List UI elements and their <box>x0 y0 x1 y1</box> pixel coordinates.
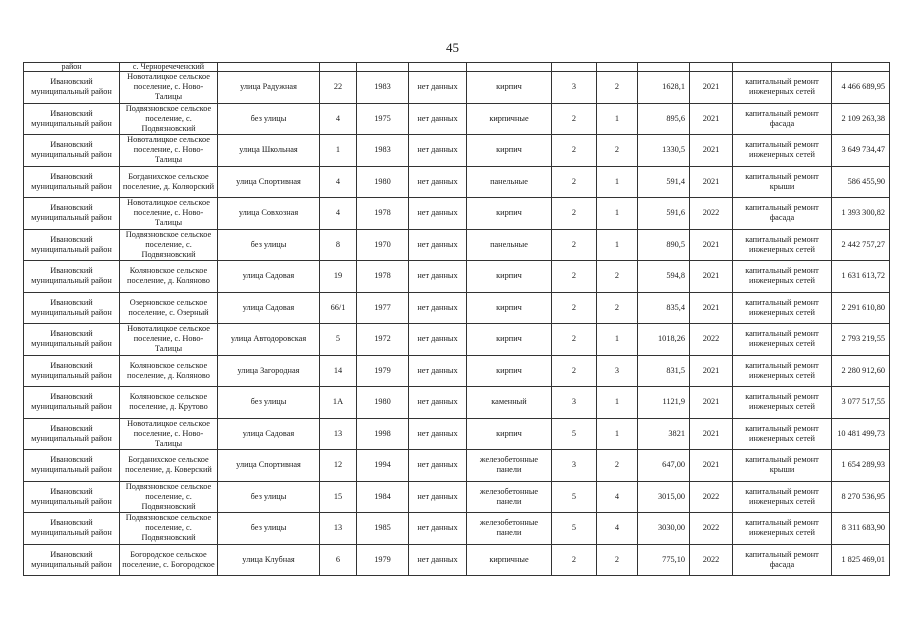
settlement-cell: Озерновское сельское поселение, с. Озерный <box>120 292 218 324</box>
entrances-cell: 2 <box>597 72 638 104</box>
area-cell: 775,10 <box>638 544 690 576</box>
settlement-cell: Подвязновское сельское поселение, с. Подвязновский <box>120 513 218 545</box>
district-cell: Ивановский муниципальный район <box>24 292 120 324</box>
wall-material-cell: кирпич <box>467 418 552 450</box>
house-number-cell: 15 <box>320 481 357 513</box>
build-year-cell: 1984 <box>357 481 409 513</box>
plan-year-cell: 2021 <box>690 355 733 387</box>
wall-material-cell: железобетонные панели <box>467 481 552 513</box>
street-cell: без улицы <box>218 229 320 261</box>
table-row <box>24 544 890 576</box>
plan-year-cell: 2022 <box>690 513 733 545</box>
floors-cell: 5 <box>552 513 597 545</box>
house-number-cell: 5 <box>320 324 357 356</box>
condition-cell: нет данных <box>409 324 467 356</box>
floors-cell: 3 <box>552 387 597 419</box>
street-cell: улица Садовая <box>218 261 320 293</box>
top-row-empty <box>552 63 597 72</box>
street-cell: улица Клубная <box>218 544 320 576</box>
wall-material-cell: панельные <box>467 229 552 261</box>
table-row <box>24 481 890 513</box>
table-row <box>24 103 890 135</box>
top-row-empty <box>320 63 357 72</box>
work-type-cell: капитальный ремонт инженерных сетей <box>733 513 832 545</box>
condition-cell: нет данных <box>409 198 467 230</box>
floors-cell: 2 <box>552 324 597 356</box>
table-row <box>24 355 890 387</box>
area-cell: 647,00 <box>638 450 690 482</box>
street-cell: улица Загородная <box>218 355 320 387</box>
street-cell: улица Радужная <box>218 72 320 104</box>
cost-cell: 2 793 219,55 <box>832 324 890 356</box>
housing-registry-table <box>23 62 890 576</box>
plan-year-cell: 2022 <box>690 481 733 513</box>
street-cell: улица Спортивная <box>218 450 320 482</box>
floors-cell: 3 <box>552 450 597 482</box>
build-year-cell: 1998 <box>357 418 409 450</box>
table-row <box>24 198 890 230</box>
top-row-empty <box>832 63 890 72</box>
house-number-cell: 4 <box>320 166 357 198</box>
work-type-cell: капитальный ремонт инженерных сетей <box>733 292 832 324</box>
district-cell: Ивановский муниципальный район <box>24 72 120 104</box>
district-cell: Ивановский муниципальный район <box>24 166 120 198</box>
table-row <box>24 166 890 198</box>
entrances-cell: 1 <box>597 387 638 419</box>
table-row <box>24 418 890 450</box>
top-row-empty <box>638 63 690 72</box>
wall-material-cell: панельные <box>467 166 552 198</box>
floors-cell: 2 <box>552 355 597 387</box>
house-number-cell: 4 <box>320 103 357 135</box>
street-cell: без улицы <box>218 387 320 419</box>
build-year-cell: 1994 <box>357 450 409 482</box>
entrances-cell: 2 <box>597 292 638 324</box>
district-cell: Ивановский муниципальный район <box>24 355 120 387</box>
build-year-cell: 1978 <box>357 198 409 230</box>
cost-cell: 1 393 300,82 <box>832 198 890 230</box>
street-cell: улица Спортивная <box>218 166 320 198</box>
build-year-cell: 1983 <box>357 135 409 167</box>
condition-cell: нет данных <box>409 450 467 482</box>
plan-year-cell: 2021 <box>690 418 733 450</box>
top-row-empty <box>690 63 733 72</box>
floors-cell: 2 <box>552 135 597 167</box>
district-cell: Ивановский муниципальный район <box>24 324 120 356</box>
house-number-cell: 8 <box>320 229 357 261</box>
entrances-cell: 3 <box>597 355 638 387</box>
settlement-cell: Коляновское сельское поселение, д. Крутово <box>120 387 218 419</box>
wall-material-cell: кирпич <box>467 292 552 324</box>
condition-cell: нет данных <box>409 544 467 576</box>
work-type-cell: капитальный ремонт инженерных сетей <box>733 324 832 356</box>
floors-cell: 2 <box>552 544 597 576</box>
settlement-cell: Подвязновское сельское поселение, с. Подвязновский <box>120 229 218 261</box>
district-cell: Ивановский муниципальный район <box>24 103 120 135</box>
entrances-cell: 4 <box>597 513 638 545</box>
house-number-cell: 22 <box>320 72 357 104</box>
wall-material-cell: каменный <box>467 387 552 419</box>
wall-material-cell: кирпич <box>467 355 552 387</box>
condition-cell: нет данных <box>409 387 467 419</box>
cost-cell: 8 270 536,95 <box>832 481 890 513</box>
build-year-cell: 1979 <box>357 544 409 576</box>
house-number-cell: 12 <box>320 450 357 482</box>
build-year-cell: 1977 <box>357 292 409 324</box>
area-cell: 1330,5 <box>638 135 690 167</box>
settlement-cell: Новоталицкое сельское поселение, с. Ново-Талицы <box>120 418 218 450</box>
area-cell: 3821 <box>638 418 690 450</box>
settlement-cell: Новоталицкое сельское поселение, с. Ново-Талицы <box>120 324 218 356</box>
condition-cell: нет данных <box>409 513 467 545</box>
house-number-cell: 19 <box>320 261 357 293</box>
wall-material-cell: кирпичные <box>467 103 552 135</box>
plan-year-cell: 2021 <box>690 387 733 419</box>
area-cell: 831,5 <box>638 355 690 387</box>
floors-cell: 2 <box>552 166 597 198</box>
area-cell: 3015,00 <box>638 481 690 513</box>
street-cell: без улицы <box>218 481 320 513</box>
table-row <box>24 450 890 482</box>
floors-cell: 2 <box>552 261 597 293</box>
district-cell: Ивановский муниципальный район <box>24 229 120 261</box>
work-type-cell: капитальный ремонт инженерных сетей <box>733 355 832 387</box>
cost-cell: 2 291 610,80 <box>832 292 890 324</box>
cost-cell: 2 442 757,27 <box>832 229 890 261</box>
area-cell: 3030,00 <box>638 513 690 545</box>
entrances-cell: 2 <box>597 261 638 293</box>
house-number-cell: 6 <box>320 544 357 576</box>
entrances-cell: 1 <box>597 418 638 450</box>
settlement-cell: Подвязновское сельское поселение, с. Подвязновский <box>120 481 218 513</box>
district-cell: Ивановский муниципальный район <box>24 135 120 167</box>
entrances-cell: 1 <box>597 198 638 230</box>
condition-cell: нет данных <box>409 261 467 293</box>
table-row <box>24 292 890 324</box>
entrances-cell: 2 <box>597 135 638 167</box>
build-year-cell: 1975 <box>357 103 409 135</box>
build-year-cell: 1980 <box>357 387 409 419</box>
top-row-empty <box>218 63 320 72</box>
area-cell: 1628,1 <box>638 72 690 104</box>
table-row <box>24 229 890 261</box>
street-cell: улица Садовая <box>218 292 320 324</box>
wall-material-cell: железобетонные панели <box>467 450 552 482</box>
district-cell: Ивановский муниципальный район <box>24 418 120 450</box>
settlement-cell: Новоталицкое сельское поселение, с. Ново-Талицы <box>120 135 218 167</box>
work-type-cell: капитальный ремонт инженерных сетей <box>733 261 832 293</box>
cost-cell: 1 654 289,93 <box>832 450 890 482</box>
wall-material-cell: кирпич <box>467 72 552 104</box>
top-row-empty <box>357 63 409 72</box>
condition-cell: нет данных <box>409 166 467 198</box>
plan-year-cell: 2021 <box>690 135 733 167</box>
cost-cell: 3 077 517,55 <box>832 387 890 419</box>
condition-cell: нет данных <box>409 103 467 135</box>
house-number-cell: 66/1 <box>320 292 357 324</box>
cost-cell: 10 481 499,73 <box>832 418 890 450</box>
floors-cell: 5 <box>552 481 597 513</box>
cost-cell: 4 466 689,95 <box>832 72 890 104</box>
work-type-cell: капитальный ремонт крыши <box>733 166 832 198</box>
build-year-cell: 1979 <box>357 355 409 387</box>
work-type-cell: капитальный ремонт инженерных сетей <box>733 481 832 513</box>
area-cell: 1018,26 <box>638 324 690 356</box>
top-row-settlement: с. Черноречеченский <box>120 63 218 72</box>
condition-cell: нет данных <box>409 72 467 104</box>
cost-cell: 3 649 734,47 <box>832 135 890 167</box>
entrances-cell: 1 <box>597 166 638 198</box>
area-cell: 895,6 <box>638 103 690 135</box>
plan-year-cell: 2022 <box>690 198 733 230</box>
street-cell: улица Совхозная <box>218 198 320 230</box>
area-cell: 890,5 <box>638 229 690 261</box>
floors-cell: 3 <box>552 72 597 104</box>
build-year-cell: 1978 <box>357 261 409 293</box>
settlement-cell: Богородское сельское поселение, с. Богородское <box>120 544 218 576</box>
area-cell: 591,6 <box>638 198 690 230</box>
page-number: 45 <box>446 40 459 55</box>
condition-cell: нет данных <box>409 135 467 167</box>
settlement-cell: Коляновское сельское поселение, д. Коляново <box>120 355 218 387</box>
settlement-cell: Новоталицкое сельское поселение, с. Ново-Талицы <box>120 198 218 230</box>
street-cell: улица Автодоровская <box>218 324 320 356</box>
condition-cell: нет данных <box>409 355 467 387</box>
entrances-cell: 2 <box>597 544 638 576</box>
floors-cell: 2 <box>552 292 597 324</box>
work-type-cell: капитальный ремонт крыши <box>733 450 832 482</box>
build-year-cell: 1985 <box>357 513 409 545</box>
build-year-cell: 1983 <box>357 72 409 104</box>
district-cell: Ивановский муниципальный район <box>24 481 120 513</box>
wall-material-cell: кирпич <box>467 198 552 230</box>
area-cell: 591,4 <box>638 166 690 198</box>
floors-cell: 2 <box>552 103 597 135</box>
district-cell: Ивановский муниципальный район <box>24 513 120 545</box>
house-number-cell: 1А <box>320 387 357 419</box>
area-cell: 835,4 <box>638 292 690 324</box>
district-cell: Ивановский муниципальный район <box>24 387 120 419</box>
area-cell: 1121,9 <box>638 387 690 419</box>
entrances-cell: 1 <box>597 103 638 135</box>
settlement-cell: Новоталицкое сельское поселение, с. Ново-Талицы <box>120 72 218 104</box>
plan-year-cell: 2021 <box>690 229 733 261</box>
table-row <box>24 135 890 167</box>
condition-cell: нет данных <box>409 229 467 261</box>
top-row-empty <box>733 63 832 72</box>
entrances-cell: 1 <box>597 324 638 356</box>
house-number-cell: 1 <box>320 135 357 167</box>
work-type-cell: капитальный ремонт фасада <box>733 103 832 135</box>
entrances-cell: 4 <box>597 481 638 513</box>
work-type-cell: капитальный ремонт инженерных сетей <box>733 418 832 450</box>
work-type-cell: капитальный ремонт инженерных сетей <box>733 72 832 104</box>
house-number-cell: 14 <box>320 355 357 387</box>
plan-year-cell: 2021 <box>690 166 733 198</box>
wall-material-cell: кирпич <box>467 261 552 293</box>
cost-cell: 8 311 683,90 <box>832 513 890 545</box>
work-type-cell: капитальный ремонт фасада <box>733 544 832 576</box>
work-type-cell: капитальный ремонт фасада <box>733 198 832 230</box>
district-cell: Ивановский муниципальный район <box>24 450 120 482</box>
settlement-cell: Богданихское сельское поселение, д. Коверский <box>120 450 218 482</box>
build-year-cell: 1980 <box>357 166 409 198</box>
street-cell: улица Школьная <box>218 135 320 167</box>
house-number-cell: 13 <box>320 418 357 450</box>
street-cell: улица Садовая <box>218 418 320 450</box>
house-number-cell: 4 <box>320 198 357 230</box>
condition-cell: нет данных <box>409 292 467 324</box>
work-type-cell: капитальный ремонт инженерных сетей <box>733 135 832 167</box>
wall-material-cell: кирпичные <box>467 544 552 576</box>
district-cell: Ивановский муниципальный район <box>24 544 120 576</box>
wall-material-cell: кирпич <box>467 324 552 356</box>
street-cell: без улицы <box>218 513 320 545</box>
cost-cell: 1 631 613,72 <box>832 261 890 293</box>
wall-material-cell: железобетонные панели <box>467 513 552 545</box>
plan-year-cell: 2022 <box>690 544 733 576</box>
district-cell: Ивановский муниципальный район <box>24 261 120 293</box>
top-row-empty <box>597 63 638 72</box>
floors-cell: 5 <box>552 418 597 450</box>
area-cell: 594,8 <box>638 261 690 293</box>
table-row <box>24 324 890 356</box>
floors-cell: 2 <box>552 198 597 230</box>
table-row <box>24 387 890 419</box>
settlement-cell: Богданихское сельское поселение, д. Коляорский <box>120 166 218 198</box>
plan-year-cell: 2021 <box>690 72 733 104</box>
cost-cell: 2 109 263,38 <box>832 103 890 135</box>
condition-cell: нет данных <box>409 418 467 450</box>
district-cell: Ивановский муниципальный район <box>24 198 120 230</box>
plan-year-cell: 2021 <box>690 261 733 293</box>
floors-cell: 2 <box>552 229 597 261</box>
top-row-empty <box>409 63 467 72</box>
cost-cell: 2 280 912,60 <box>832 355 890 387</box>
top-row-district: район <box>24 63 120 72</box>
work-type-cell: капитальный ремонт инженерных сетей <box>733 229 832 261</box>
entrances-cell: 2 <box>597 450 638 482</box>
table-row <box>24 72 890 104</box>
build-year-cell: 1972 <box>357 324 409 356</box>
table-row <box>24 261 890 293</box>
wall-material-cell: кирпич <box>467 135 552 167</box>
house-number-cell: 13 <box>320 513 357 545</box>
entrances-cell: 1 <box>597 229 638 261</box>
condition-cell: нет данных <box>409 481 467 513</box>
work-type-cell: капитальный ремонт инженерных сетей <box>733 387 832 419</box>
plan-year-cell: 2021 <box>690 103 733 135</box>
table-row <box>24 513 890 545</box>
cost-cell: 586 455,90 <box>832 166 890 198</box>
top-row <box>24 63 890 72</box>
build-year-cell: 1970 <box>357 229 409 261</box>
street-cell: без улицы <box>218 103 320 135</box>
plan-year-cell: 2021 <box>690 292 733 324</box>
plan-year-cell: 2021 <box>690 450 733 482</box>
settlement-cell: Подвязновское сельское поселение, с. Подвязновский <box>120 103 218 135</box>
top-row-empty <box>467 63 552 72</box>
cost-cell: 1 825 469,01 <box>832 544 890 576</box>
plan-year-cell: 2022 <box>690 324 733 356</box>
settlement-cell: Коляновское сельское поселение, д. Коляново <box>120 261 218 293</box>
